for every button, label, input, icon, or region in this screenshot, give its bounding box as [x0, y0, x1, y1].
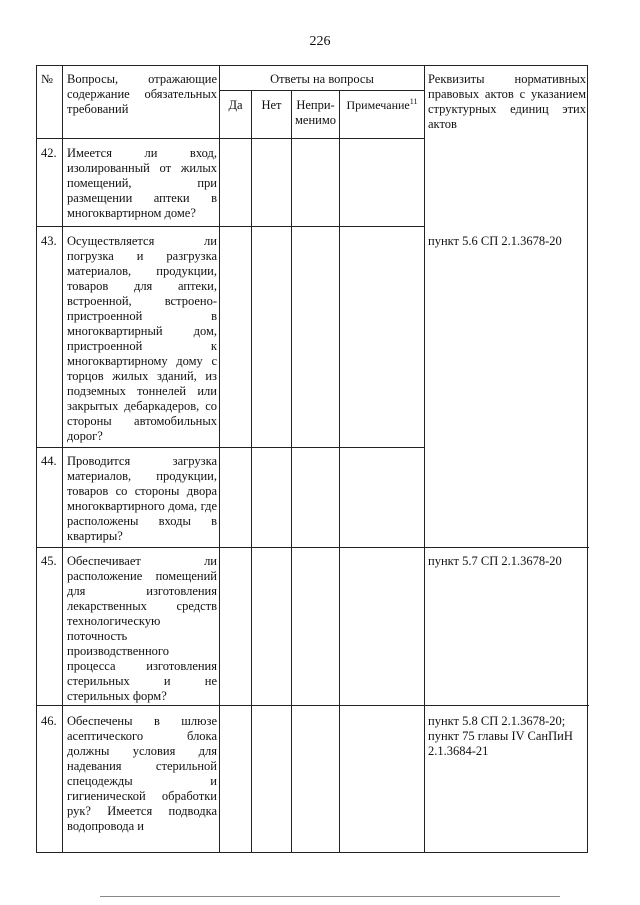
row-separator: [37, 547, 589, 548]
row-question: Осуществляется ли погрузка и разгрузка материалов, продукции, товаров для аптеки, встроенной, встроено-пристроенной в многоквартирный дом, пристроенной к многоквартирному дому с торцов жилых зданий, из подземных тоннелей или закрытых дебаркадеров, со стороны автомобильных дорог?: [67, 234, 217, 443]
row-number: 45.: [41, 554, 57, 568]
header-not-applicable-line2: менимо: [295, 113, 336, 127]
row-question: Проводится загрузка материалов, продукции, товаров со стороны двора многоквартирного дома, где расположены входы в квартиры?: [67, 454, 217, 543]
header-num: №: [41, 72, 53, 86]
row-question: Имеется ли вход, изолированный от жилых помещений, при размещении аптеки в многоквартирном доме?: [67, 146, 217, 220]
row-number: 42.: [41, 146, 57, 160]
page-bottom-rule: [100, 896, 560, 897]
header-answers: Ответы на вопросы: [270, 72, 374, 86]
header-note-label: Примечание: [346, 98, 410, 112]
col-divider: [339, 90, 340, 852]
header-note-footnote: 11: [409, 97, 418, 106]
row-number: 44.: [41, 454, 57, 468]
header-yes: Да: [228, 98, 243, 112]
header-bottom-rule: [37, 138, 424, 139]
checklist-table: [36, 65, 588, 853]
header-not-applicable-line1: Непри-: [296, 98, 335, 112]
row-number: 46.: [41, 714, 57, 728]
row-question: Обеспечены в шлюзе асептического блока должны условия для надевания стерильной спецодежды и гигиенической обработки рук? Имеется подводка водопровода и: [67, 714, 217, 833]
row-question: Обеспечивает ли расположение помещений для изготовления лекарственных средств технологическую поточность производственного процесса изготовления стерильных и не стерильных форм?: [67, 554, 217, 703]
header-questions: Вопросы, отражающие содержание обязательных требований: [67, 72, 217, 116]
col-divider: [291, 90, 292, 852]
row-separator: [37, 447, 424, 448]
header-not-applicable: [292, 98, 339, 128]
header-no: Нет: [261, 98, 282, 112]
answers-header-rule: [219, 90, 424, 91]
header-requisites: Реквизиты нормативных правовых актов с указанием структурных единиц этих актов: [428, 72, 586, 131]
row-requisites: пункт 5.7 СП 2.1.3678-20: [428, 554, 562, 568]
page-number: 226: [309, 34, 331, 49]
row-requisites: пункт 5.8 СП 2.1.3678-20; пункт 75 главы IV СанПиН 2.1.3684-21: [428, 714, 573, 758]
col-divider: [219, 66, 220, 852]
row-separator: [37, 226, 424, 227]
row-number: 43.: [41, 234, 57, 248]
row-separator: [37, 705, 589, 706]
col-divider: [424, 66, 425, 852]
col-divider: [251, 90, 252, 852]
header-note: [340, 98, 424, 113]
row-requisites: пункт 5.6 СП 2.1.3678-20: [428, 234, 562, 248]
